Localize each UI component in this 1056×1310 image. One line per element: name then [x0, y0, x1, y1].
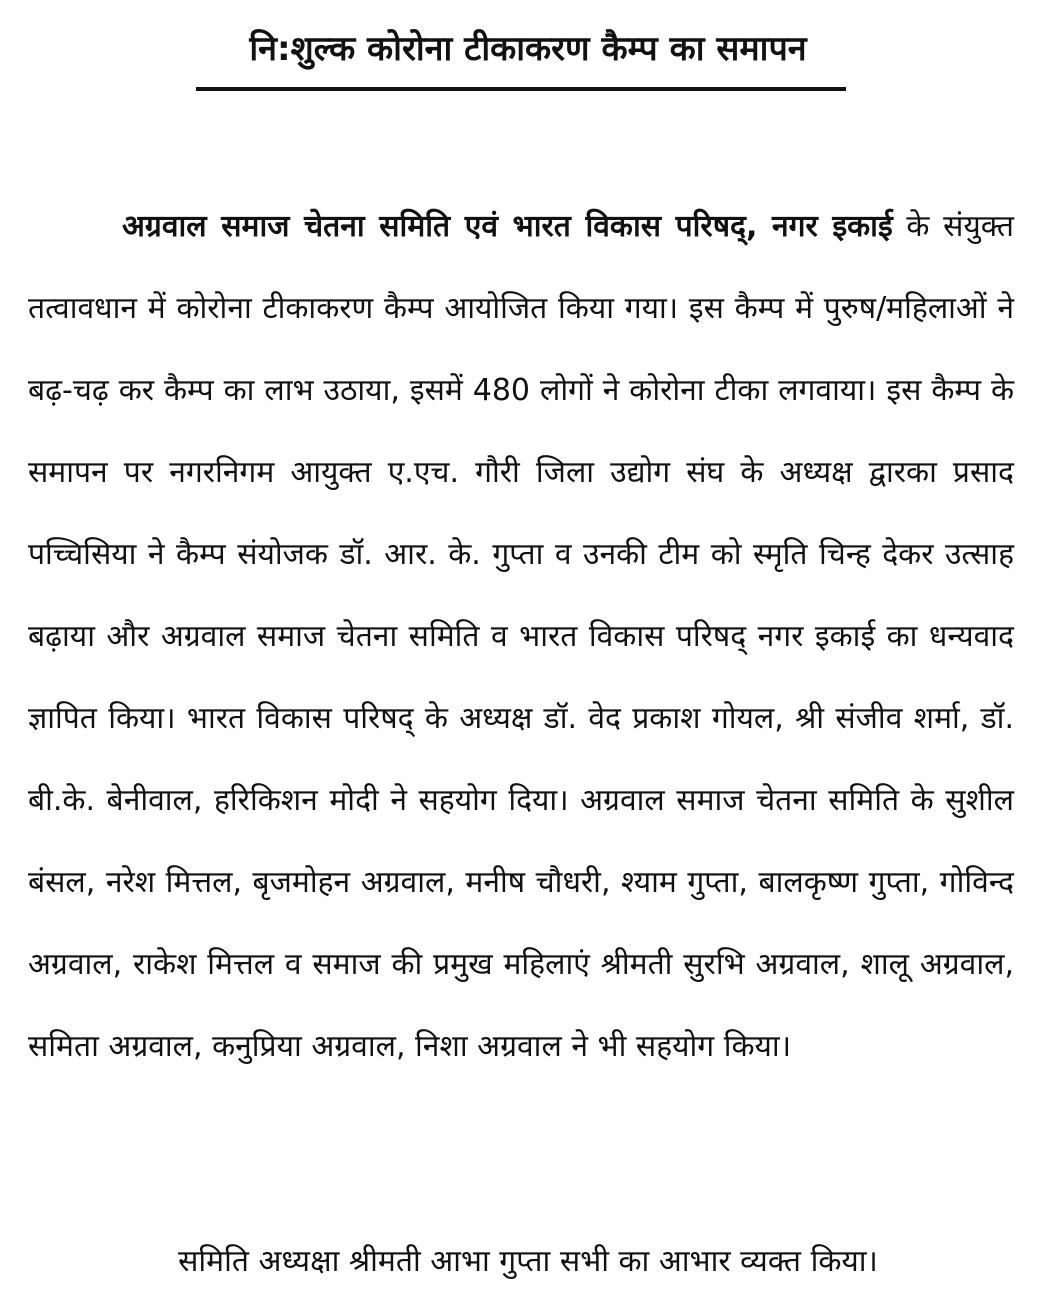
closing-line: समिति अध्यक्षा श्रीमती आभा गुप्ता सभी का आभार व्यक्त किया।	[178, 1244, 878, 1279]
organizers-lead-text: अग्रवाल समाज चेतना समिति एवं भारत विकास परिषद्, नगर इकाई	[122, 209, 893, 244]
page-title: नि:शुल्क कोरोना टीकाकरण कैम्प का समापन	[249, 29, 807, 69]
title-underline	[196, 87, 846, 91]
main-paragraph	[28, 186, 1014, 1088]
paragraph-body-text: के संयुक्त तत्वावधान में कोरोना टीकाकरण कैम्प आयोजित किया गया। इस कैम्प में पुरुष/महिलाओं ने बढ़-चढ़ कर कैम्प का लाभ उठाया, इसमें 480 लोगों ने कोरोना टीका लगवाया। इस कैम्प के समापन पर नगरनिगम आयुक्त ए.एच. गौरी जिला उद्योग संघ के अध्यक्ष द्वारका प्रसाद पच्चिसिया ने कैम्प संयोजक डॉ. आर. के. गुप्ता व उनकी टीम को स्मृति चिन्ह देकर उत्साह बढ़ाया और अग्रवाल समाज चेतना समिति व भारत विकास परिषद् नगर इकाई का धन्यवाद ज्ञापित किया। भारत विकास परिषद् के अध्यक्ष डॉ. वेद प्रकाश गोयल, श्री संजीव शर्मा, डॉ. बी.के. बेनीवाल, हरिकिशन मोदी ने सहयोग दिया। अग्रवाल समाज चेतना समिति के सुशील बंसल, नरेश मित्तल, बृजमोहन अग्रवाल, मनीष चौधरी, श्याम गुप्ता, बालकृष्ण गुप्ता, गोविन्द अग्रवाल, राकेश मित्तल व समाज की प्रमुख महिलाएं श्रीमती सुरभि अग्रवाल, शालू अग्रवाल, समिता अग्रवाल, कनुप्रिया अग्रवाल, निशा अग्रवाल ने भी सहयोग किया।	[28, 209, 1014, 1064]
